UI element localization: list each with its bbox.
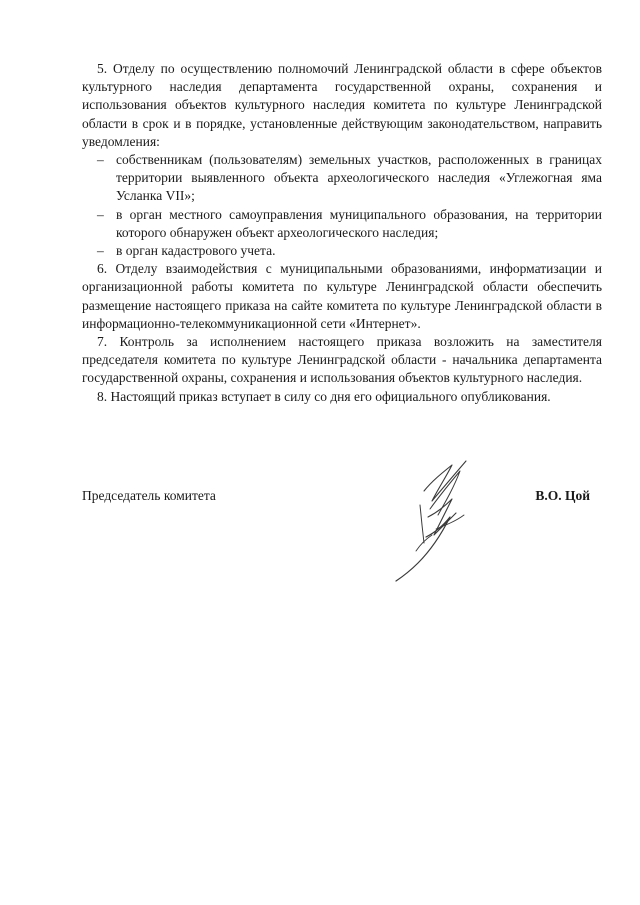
signature-block xyxy=(82,488,602,510)
notification-item-cadastral xyxy=(82,242,602,260)
handwritten-signature-icon xyxy=(380,455,500,585)
notification-item-owners xyxy=(82,151,602,206)
document-body xyxy=(82,60,602,406)
dash-marker: – xyxy=(97,152,104,168)
notification-item-text: в орган местного самоуправления муниципального образования, на территории которого обнаружен объект археологического наследия; xyxy=(116,206,602,240)
dash-marker: – xyxy=(97,206,104,222)
dash-marker: – xyxy=(97,243,104,259)
signature-stroke xyxy=(420,505,424,543)
notification-item-text: собственникам (пользователям) земельных участков, расположенных в границах территории выявленного объекта археологического наследия «Углежогная яма Усланка VII»; xyxy=(116,152,602,204)
signatory-name: В.О. Цой xyxy=(535,488,590,503)
paragraph-8: 8. Настоящий приказ вступает в силу со дня его официального опубликования. xyxy=(97,388,551,404)
notification-item-text: в орган кадастрового учета. xyxy=(116,243,276,259)
signature-stroke xyxy=(428,499,456,535)
notification-item-local-government xyxy=(82,206,602,242)
signatory-title: Председатель комитета xyxy=(82,488,216,503)
signature-stroke xyxy=(424,461,466,501)
paragraph-6: 6. Отделу взаимодействия с муниципальными образованиями, информатизации и организационной работы комитета по культуре Ленинградской области обеспечить размещение настоящего приказа на сайте комитета по культуре Ленинградской области в информационно-телекоммуникационной сети «Интернет». xyxy=(82,261,602,331)
paragraph-5: 5. Отделу по осуществлению полномочий Ленинградской области в сфере объектов культурного наследия департамента государственной охраны, сохранения и использования объектов культурного наследия комитета по культуре Ленинградской области в срок и в порядке, установленные действующим законодательством, направить уведомления: xyxy=(82,61,602,149)
paragraph-7: 7. Контроль за исполнением настоящего приказа возложить на заместителя председателя комитета по культуре Ленинградской области - начальника департамента государственной охраны, сохранения и использования объектов культурного наследия. xyxy=(82,334,602,386)
